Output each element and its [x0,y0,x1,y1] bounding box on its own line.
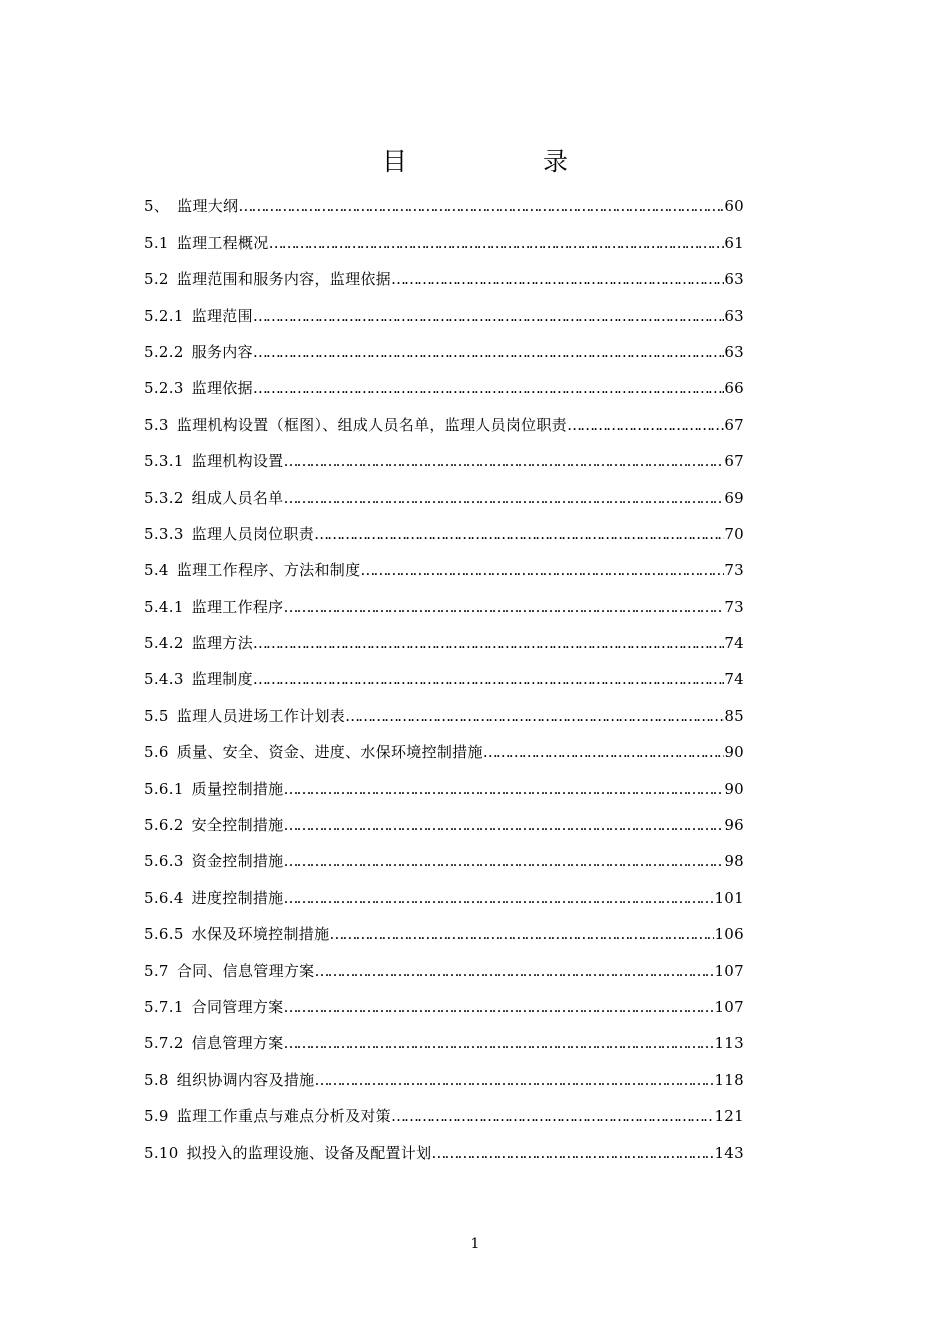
toc-entry-number: 5.3.3 [144,524,184,543]
toc-entry-page: 98 [724,852,744,871]
toc-entry-number: 5.1 [144,233,169,252]
toc-entry-number: 5.5 [144,706,169,725]
toc-entry[interactable] [144,406,744,442]
toc-entry-page: 63 [724,342,744,361]
toc-entry-leader-dots [253,370,724,406]
toc-entry[interactable] [144,697,744,733]
toc-entry-title: 资金控制措施 [191,852,284,871]
toc-entry[interactable] [144,989,744,1025]
toc-entry[interactable] [144,297,744,333]
toc-entry-title: 监理方法 [191,634,253,653]
toc-entry-leader-dots [269,225,725,261]
toc-entry[interactable] [144,770,744,806]
toc-entry-page: 74 [724,670,744,689]
toc-entry-number: 5.4.3 [144,670,184,689]
toc-entry-number: 5.3.2 [144,488,184,507]
toc-entry-page: 143 [714,1143,744,1162]
toc-entry-number: 5.3.1 [144,452,184,471]
toc-entry-title: 监理工作重点与难点分析及对策 [176,1107,391,1126]
toc-entry-page: 61 [724,233,744,252]
toc-entry-title: 监理机构设置 [191,452,284,471]
toc-entry-page: 67 [724,452,744,471]
toc-entry-title: 服务内容 [191,342,253,361]
toc-entry[interactable] [144,479,744,515]
toc-entry-page: 66 [724,379,744,398]
toc-title [0,144,950,180]
toc-entry-page: 90 [724,779,744,798]
toc-entry[interactable] [144,552,744,588]
toc-entry-title: 质量控制措施 [191,779,284,798]
toc-entry[interactable] [144,734,744,770]
toc-entry[interactable] [144,443,744,479]
toc-entry-title: 监理机构设置（框图）、组成人员名单，监理人员岗位职责 [176,415,568,434]
toc-entry-leader-dots [431,1135,714,1171]
toc-entry-title: 信息管理方案 [191,1034,284,1053]
toc-entry-number: 5.7.2 [144,1034,184,1053]
toc-entry-page: 69 [724,488,744,507]
toc-entry-title: 质量、安全、资金、进度、水保环境控制措施 [176,743,483,762]
toc-entry[interactable] [144,188,744,224]
toc-entry-page: 60 [724,197,744,216]
toc-entry-page: 113 [714,1034,744,1053]
toc-entry[interactable] [144,625,744,661]
toc-entry-leader-dots [391,261,724,297]
toc-entry-page: 63 [724,270,744,289]
page-number: 1 [470,1236,480,1252]
toc-entry[interactable] [144,807,744,843]
toc-entry-title: 监理工作程序 [191,597,284,616]
toc-entry-title: 组织协调内容及措施 [176,1070,315,1089]
toc-entry-title: 合同、信息管理方案 [176,961,315,980]
toc-entry-leader-dots [391,1098,715,1134]
toc-entry-number: 5.2.1 [144,306,184,325]
toc-entry-title: 监理人员进场工作计划表 [176,706,346,725]
toc-entry-page: 67 [724,415,744,434]
toc-entry-leader-dots [567,407,724,443]
toc-entry[interactable] [144,1061,744,1097]
toc-entry-title: 合同管理方案 [191,997,284,1016]
toc-entry-leader-dots [283,443,724,479]
toc-entry-leader-dots [283,989,714,1025]
toc-entry[interactable] [144,879,744,915]
toc-entry-number: 5、 [144,197,170,216]
toc-entry[interactable] [144,334,744,370]
toc-entry-page: 106 [714,925,744,944]
toc-entry-page: 85 [724,706,744,725]
toc-entry[interactable] [144,261,744,297]
toc-entry-leader-dots [314,953,714,989]
toc-entry-leader-dots [253,334,724,370]
toc-entry-page: 74 [724,634,744,653]
toc-entry[interactable] [144,1134,744,1170]
toc-entry-number: 5.7 [144,961,169,980]
toc-entry[interactable] [144,1098,744,1134]
toc-entry-leader-dots [283,807,724,843]
toc-entry-number: 5.7.1 [144,997,184,1016]
toc-entry-leader-dots [238,188,724,224]
toc-entry-page: 63 [724,306,744,325]
toc-entry-page: 101 [714,888,744,907]
toc-entry-number: 5.2.2 [144,342,184,361]
toc-entry-number: 5.6.2 [144,816,184,835]
toc-entry-leader-dots [314,1062,714,1098]
toc-entry-page: 121 [714,1107,744,1126]
toc-entry-leader-dots [283,480,724,516]
toc-entry[interactable] [144,516,744,552]
toc-entry-leader-dots [360,552,724,588]
toc-entry-title: 进度控制措施 [191,888,284,907]
toc-entry-number: 5.6.5 [144,925,184,944]
toc-entry-page: 118 [714,1070,744,1089]
toc-entry-title: 监理范围和服务内容，监理依据 [176,270,391,289]
toc-entry-page: 73 [724,561,744,580]
toc-entry-number: 5.4 [144,561,169,580]
toc-entry[interactable] [144,952,744,988]
toc-entry-number: 5.2.3 [144,379,184,398]
toc-entry-number: 5.6.1 [144,779,184,798]
toc-entry-leader-dots [283,771,724,807]
table-of-contents [144,188,744,1171]
toc-entry-number: 5.8 [144,1070,169,1089]
toc-entry-leader-dots [329,916,714,952]
toc-entry-number: 5.3 [144,415,169,434]
toc-entry-title: 监理工程概况 [176,233,269,252]
toc-entry-leader-dots [283,1025,714,1061]
toc-entry[interactable] [144,588,744,624]
toc-entry-title: 监理大纲 [177,197,239,216]
toc-entry-page: 70 [724,524,744,543]
toc-entry-number: 5.4.2 [144,634,184,653]
toc-entry[interactable] [144,843,744,879]
toc-entry-leader-dots [483,734,725,770]
toc-entry-page: 107 [714,961,744,980]
toc-entry-leader-dots [253,661,724,697]
toc-title-char-2: 录 [543,147,569,176]
toc-entry-title: 监理制度 [191,670,253,689]
toc-entry[interactable] [144,224,744,260]
toc-entry-leader-dots [314,516,724,552]
toc-entry-page: 73 [724,597,744,616]
toc-entry-leader-dots [283,880,714,916]
toc-entry-title: 监理工作程序、方法和制度 [176,561,361,580]
toc-entry[interactable] [144,370,744,406]
toc-entry-leader-dots [283,589,724,625]
toc-entry-title: 安全控制措施 [191,816,284,835]
toc-entry-number: 5.6.3 [144,852,184,871]
toc-entry-number: 5.9 [144,1107,169,1126]
toc-entry-leader-dots [345,698,724,734]
toc-entry-page: 107 [714,997,744,1016]
toc-entry-number: 5.2 [144,270,169,289]
toc-title-char-1: 目 [381,147,407,176]
toc-entry-leader-dots [253,298,724,334]
toc-entry-number: 5.6.4 [144,888,184,907]
toc-entry-page: 96 [724,816,744,835]
toc-entry-title: 水保及环境控制措施 [191,925,330,944]
toc-entry-title: 组成人员名单 [191,488,284,507]
toc-entry-title: 监理人员岗位职责 [191,524,315,543]
toc-entry-page: 90 [724,743,744,762]
toc-entry-number: 5.6 [144,743,169,762]
toc-entry[interactable] [144,661,744,697]
toc-entry[interactable] [144,916,744,952]
toc-entry-title: 监理依据 [191,379,253,398]
toc-entry-title: 拟投入的监理设施、设备及配置计划 [186,1143,432,1162]
toc-entry-leader-dots [283,843,724,879]
toc-entry-number: 5.10 [144,1143,179,1162]
toc-entry-number: 5.4.1 [144,597,184,616]
toc-entry-title: 监理范围 [191,306,253,325]
toc-entry-leader-dots [253,625,724,661]
toc-entry[interactable] [144,1025,744,1061]
